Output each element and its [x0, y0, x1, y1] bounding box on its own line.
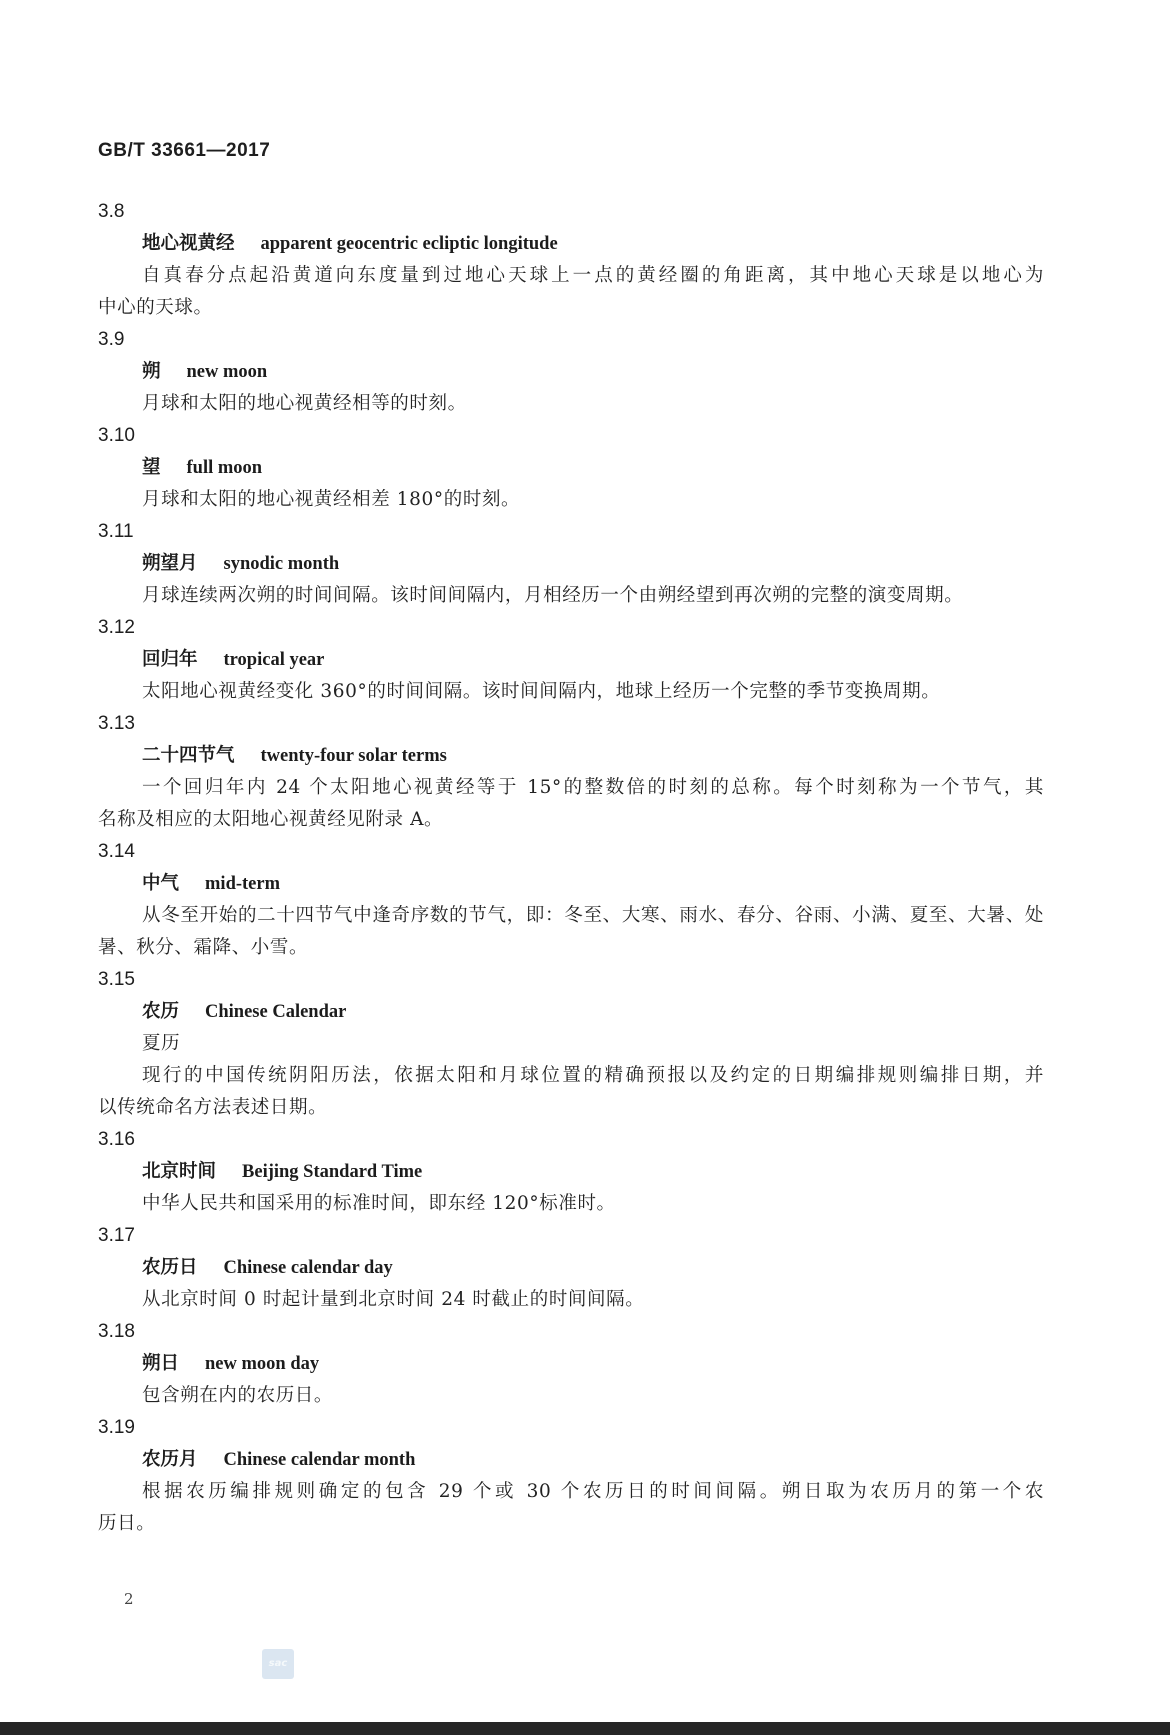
definition-line: 从北京时间 0 时起计量到北京时间 24 时截止的时间间隔。 [142, 1289, 645, 1310]
term-english: new moon day [205, 1354, 320, 1374]
definition-line: 月球连续两次朔的时间间隔。该时间间隔内，月相经历一个由朔经望到再次朔的完整的演变周期。 [142, 585, 964, 606]
definition-line: 月球和太阳的地心视黄经相差 180°的时刻。 [142, 489, 521, 510]
term-chinese: 北京时间 [142, 1161, 217, 1182]
term-heading [142, 1448, 415, 1472]
clause-number: 3.11 [98, 521, 134, 542]
term-chinese: 地心视黄经 [142, 233, 235, 254]
term-english: Beijing Standard Time [242, 1162, 423, 1182]
term-heading [142, 648, 324, 672]
term-english: Chinese calendar day [223, 1258, 393, 1278]
clause-number: 3.14 [98, 841, 135, 862]
definition-line: 一个回归年内 24 个太阳地心视黄经等于 15°的整数倍的时刻的总称。每个时刻称为一个节气，其 [142, 777, 1044, 798]
term-chinese: 回归年 [142, 649, 198, 670]
standard-code-header: GB/T 33661—2017 [98, 140, 271, 161]
term-english: Chinese Calendar [205, 1002, 347, 1022]
term-chinese: 农历 [142, 1001, 180, 1022]
term-chinese: 朔日 [142, 1353, 180, 1374]
term-chinese: 朔望月 [142, 553, 198, 574]
term-heading [142, 1352, 319, 1376]
clause-number: 3.17 [98, 1225, 135, 1246]
clause-number: 3.8 [98, 201, 125, 222]
term-heading [142, 360, 267, 384]
bottom-scan-bar [0, 1722, 1170, 1735]
alternate-term: 夏历 [142, 1033, 181, 1054]
clause-number: 3.18 [98, 1321, 135, 1342]
clause-number: 3.19 [98, 1417, 135, 1438]
clause-number: 3.13 [98, 713, 135, 734]
definition-line: 包含朔在内的农历日。 [142, 1385, 334, 1406]
clause-number: 3.16 [98, 1129, 135, 1150]
term-english: new moon [186, 362, 268, 382]
definition-line: 现行的中国传统阴阳历法，依据太阳和月球位置的精确预报以及约定的日期编排规则编排日期，并 [142, 1065, 1044, 1086]
term-english: synodic month [223, 554, 340, 574]
term-chinese: 农历月 [142, 1449, 198, 1470]
term-heading [142, 744, 447, 768]
definition-line: 暑、秋分、霜降、小雪。 [98, 937, 309, 958]
sac-watermark-logo [262, 1649, 294, 1679]
term-english: Chinese calendar month [223, 1450, 416, 1470]
term-heading [142, 1160, 422, 1184]
definition-line: 根据农历编排规则确定的包含 29 个或 30 个农历日的时间间隔。朔日取为农历月的第一个农 [142, 1481, 1044, 1502]
term-english: twenty-four solar terms [260, 746, 447, 766]
definition-line: 历日。 [98, 1513, 156, 1534]
page-number: 2 [124, 1590, 134, 1608]
term-chinese: 二十四节气 [142, 745, 235, 766]
term-heading [142, 232, 558, 256]
term-english: apparent geocentric ecliptic longitude [260, 234, 558, 254]
term-english: full moon [186, 458, 263, 478]
clause-number: 3.12 [98, 617, 135, 638]
definition-line: 从冬至开始的二十四节气中逢奇序数的节气，即：冬至、大寒、雨水、春分、谷雨、小满、夏至、大暑、处 [142, 905, 1044, 926]
clause-number: 3.9 [98, 329, 125, 350]
definition-line: 月球和太阳的地心视黄经相等的时刻。 [142, 393, 467, 414]
watermark-text: sac [268, 1658, 288, 1669]
definition-line: 自真春分点起沿黄道向东度量到过地心天球上一点的黄经圈的角距离，其中地心天球是以地心为 [142, 265, 1044, 286]
term-chinese: 朔 [142, 361, 161, 382]
clause-number: 3.15 [98, 969, 135, 990]
definition-line: 中华人民共和国采用的标准时间，即东经 120°标准时。 [142, 1193, 616, 1214]
term-heading [142, 1256, 393, 1280]
term-heading [142, 552, 339, 576]
term-heading [142, 456, 262, 480]
term-english: mid-term [205, 874, 281, 894]
definition-line: 以传统命名方法表述日期。 [98, 1097, 328, 1118]
definition-line: 太阳地心视黄经变化 360°的时间间隔。该时间间隔内，地球上经历一个完整的季节变换周期。 [142, 681, 941, 702]
term-chinese: 农历日 [142, 1257, 198, 1278]
term-heading [142, 872, 280, 896]
definition-line: 中心的天球。 [98, 297, 213, 318]
term-heading [142, 1000, 346, 1024]
term-english: tropical year [223, 650, 325, 670]
clause-number: 3.10 [98, 425, 135, 446]
term-chinese: 望 [142, 457, 161, 478]
definition-line: 名称及相应的太阳地心视黄经见附录 A。 [98, 809, 444, 830]
term-chinese: 中气 [142, 873, 180, 894]
